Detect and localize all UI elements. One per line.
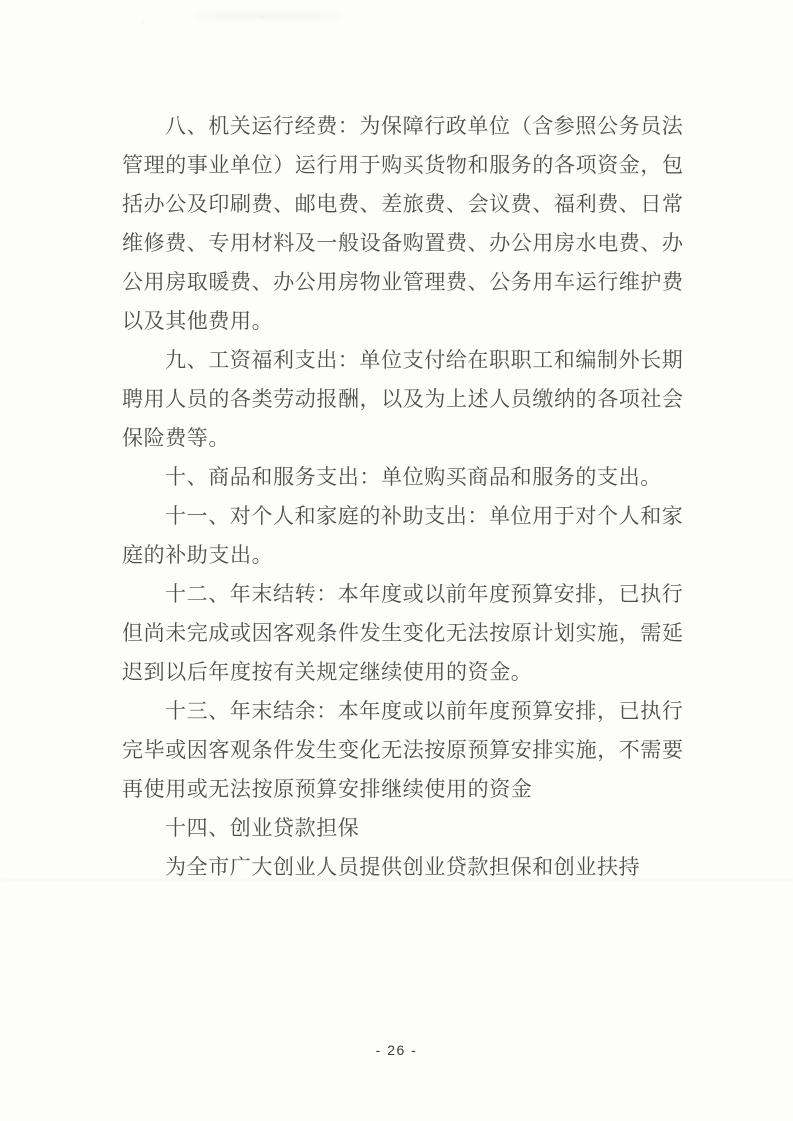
document-body [122,107,692,887]
text-line: 十四、创业贷款担保 [165,816,360,840]
scan-artifact [195,12,345,20]
text-line: 十二、年末结转：本年度或以前年度预算安排，已执行 [165,582,684,606]
text-line: 十三、年末结余：本年度或以前年度预算安排，已执行 [165,699,684,723]
text-line: 公用房取暖费、办公用房物业管理费、公务用车运行维护费 [122,270,684,294]
text-line: 十一、对个人和家庭的补助支出：单位用于对个人和家 [165,504,684,528]
text-line: 八、机关运行经费：为保障行政单位（含参照公务员法 [165,114,684,138]
text-line: 聘用人员的各类劳动报酬，以及为上述人员缴纳的各项社会 [122,387,684,411]
text-line: 括办公及印刷费、邮电费、差旅费、会议费、福利费、日常 [122,192,684,216]
text-line: 十、商品和服务支出：单位购买商品和服务的支出。 [165,465,662,489]
text-line: 维修费、专用材料及一般设备购置费、办公用房水电费、办 [122,231,684,255]
text-line: 管理的事业单位）运行用于购买货物和服务的各项资金，包 [122,153,684,177]
text-line: 迟到以后年度按有关规定继续使用的资金。 [122,660,533,684]
text-line: 庭的补助支出。 [122,543,274,567]
text-line: 完毕或因客观条件发生变化无法按原预算安排实施，不需要 [122,738,684,762]
page-number: - 26 - [375,1042,418,1058]
text-line: 但尚未完成或因客观条件发生变化无法按原计划实施，需延 [122,621,684,645]
text-line: 再使用或无法按原预算安排继续使用的资金 [122,777,533,801]
text-line: 以及其他费用。 [122,309,274,333]
text-line: 保险费等。 [122,426,230,450]
text-line: 九、工资福利支出：单位支付给在职职工和编制外长期 [165,348,684,372]
text-line: 为全市广大创业人员提供创业贷款担保和创业扶持 [165,855,641,879]
